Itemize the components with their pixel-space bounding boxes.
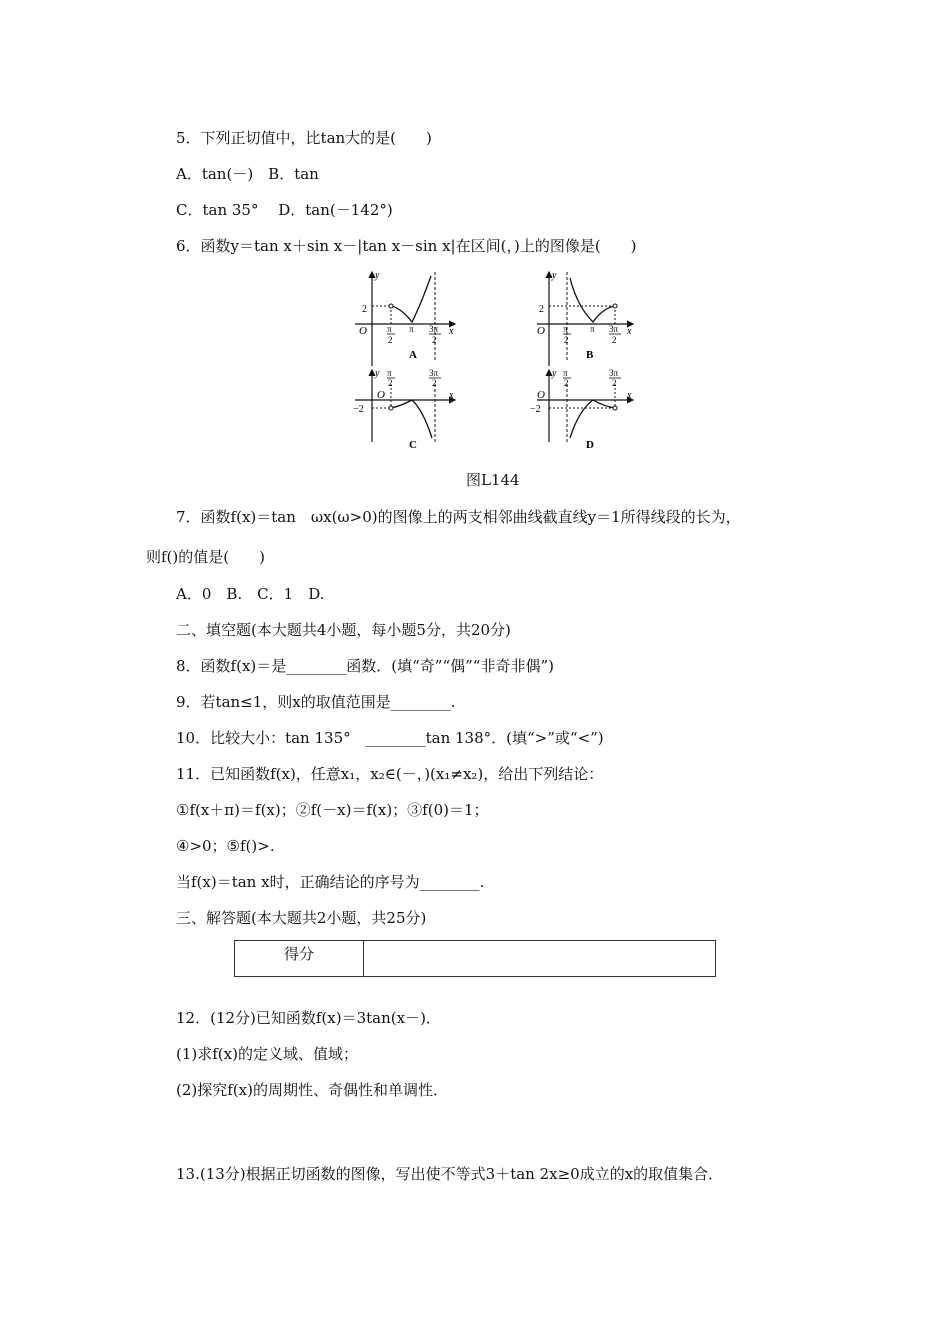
svg-text:C: C — [409, 439, 417, 451]
svg-text:−2: −2 — [530, 404, 541, 415]
svg-text:2: 2 — [564, 335, 569, 345]
svg-text:A: A — [409, 349, 417, 361]
svg-text:3π: 3π — [429, 368, 439, 378]
svg-text:π: π — [563, 368, 568, 378]
figure-l144 — [345, 266, 665, 456]
svg-text:O: O — [359, 325, 367, 337]
svg-text:O: O — [537, 389, 545, 401]
score-value-cell[interactable] — [364, 941, 716, 977]
q12-stem: 12．(12分)已知函数f(x)＝3tan(x－)． — [176, 1009, 441, 1027]
svg-text:B: B — [586, 349, 594, 361]
svg-text:x: x — [627, 390, 632, 401]
q11-stem: 11．已知函数f(x)，任意x₁，x₂∈(－，)(x₁≠x₂)，给出下列结论： — [176, 765, 604, 783]
q11-question: 当f(x)＝tan x时，正确结论的序号为________. — [176, 873, 485, 891]
svg-text:3π: 3π — [429, 324, 439, 334]
q5-options-cd: C．tan 35° D．tan(－142°) — [176, 201, 393, 219]
svg-text:π: π — [409, 324, 414, 334]
svg-text:−2: −2 — [353, 404, 364, 415]
svg-text:2: 2 — [432, 378, 437, 388]
svg-text:y: y — [552, 270, 557, 281]
panel-c — [353, 368, 455, 451]
q11-statements-1: ①f(x＋π)＝f(x)；②f(－x)＝f(x)；③f(0)＝1； — [176, 801, 489, 819]
svg-text:π: π — [563, 324, 568, 334]
svg-text:O: O — [537, 325, 545, 337]
svg-text:x: x — [627, 326, 632, 337]
q12-part1: (1)求f(x)的定义域、值域； — [176, 1045, 358, 1063]
svg-text:2: 2 — [432, 335, 437, 345]
panel-d — [530, 368, 633, 451]
svg-text:2: 2 — [539, 304, 544, 315]
score-label: 得分 — [235, 941, 364, 977]
score-table — [234, 940, 716, 977]
svg-text:y: y — [375, 368, 380, 379]
svg-text:π: π — [387, 368, 392, 378]
svg-text:2: 2 — [388, 378, 393, 388]
q7-options: A．0 B. C．1 D. — [176, 585, 325, 603]
q5-options-ab: A．tan(－) B．tan — [176, 165, 319, 183]
q7-stem-cont: 则f()的值是( ) — [146, 548, 265, 566]
q8: 8．函数f(x)＝是________函数．(填“奇”“偶”“非奇非偶”) — [176, 657, 554, 675]
svg-text:x: x — [449, 390, 454, 401]
q11-statements-2: ④>0；⑤f()>. — [176, 837, 275, 855]
svg-text:3π: 3π — [609, 324, 619, 334]
svg-text:x: x — [449, 326, 454, 337]
svg-text:2: 2 — [564, 378, 569, 388]
svg-text:y: y — [552, 368, 557, 379]
svg-text:D: D — [586, 439, 594, 451]
svg-text:π: π — [590, 324, 595, 334]
panel-b — [537, 270, 633, 366]
section-answer-heading: 三、解答题(本大题共2小题，共25分) — [176, 909, 427, 927]
section-fill-in-heading: 二、填空题(本大题共4小题，每小题5分，共20分) — [176, 621, 511, 639]
svg-text:2: 2 — [362, 304, 367, 315]
q12-part2: (2)探究f(x)的周期性、奇偶性和单调性． — [176, 1081, 448, 1099]
q5-stem: 5．下列正切值中，比tan大的是( ) — [176, 129, 432, 147]
svg-text:O: O — [377, 389, 385, 401]
panel-a — [355, 270, 455, 366]
q9: 9．若tan≤1，则x的取值范围是________. — [176, 693, 456, 711]
svg-text:2: 2 — [612, 378, 617, 388]
q13-stem: 13.(13分)根据正切函数的图像，写出使不等式3＋tan 2x≥0成立的x的取值集合． — [176, 1165, 724, 1183]
figure-caption: 图L144 — [466, 471, 520, 489]
svg-text:2: 2 — [612, 335, 617, 345]
svg-text:π: π — [387, 324, 392, 334]
q6-stem: 6．函数y＝tan x＋sin x－|tan x－sin x|在区间(，)上的图像是( ) — [176, 237, 637, 255]
q7-stem: 7．函数f(x)＝tan ωx(ω>0)的图像上的两支相邻曲线截直线y＝1所得线段的长为， — [176, 508, 741, 526]
svg-text:y: y — [375, 270, 380, 281]
q10: 10．比较大小：tan 135° ________tan 138°．(填“>”或“<”) — [176, 729, 604, 747]
svg-text:3π: 3π — [609, 368, 619, 378]
svg-text:2: 2 — [388, 335, 393, 345]
